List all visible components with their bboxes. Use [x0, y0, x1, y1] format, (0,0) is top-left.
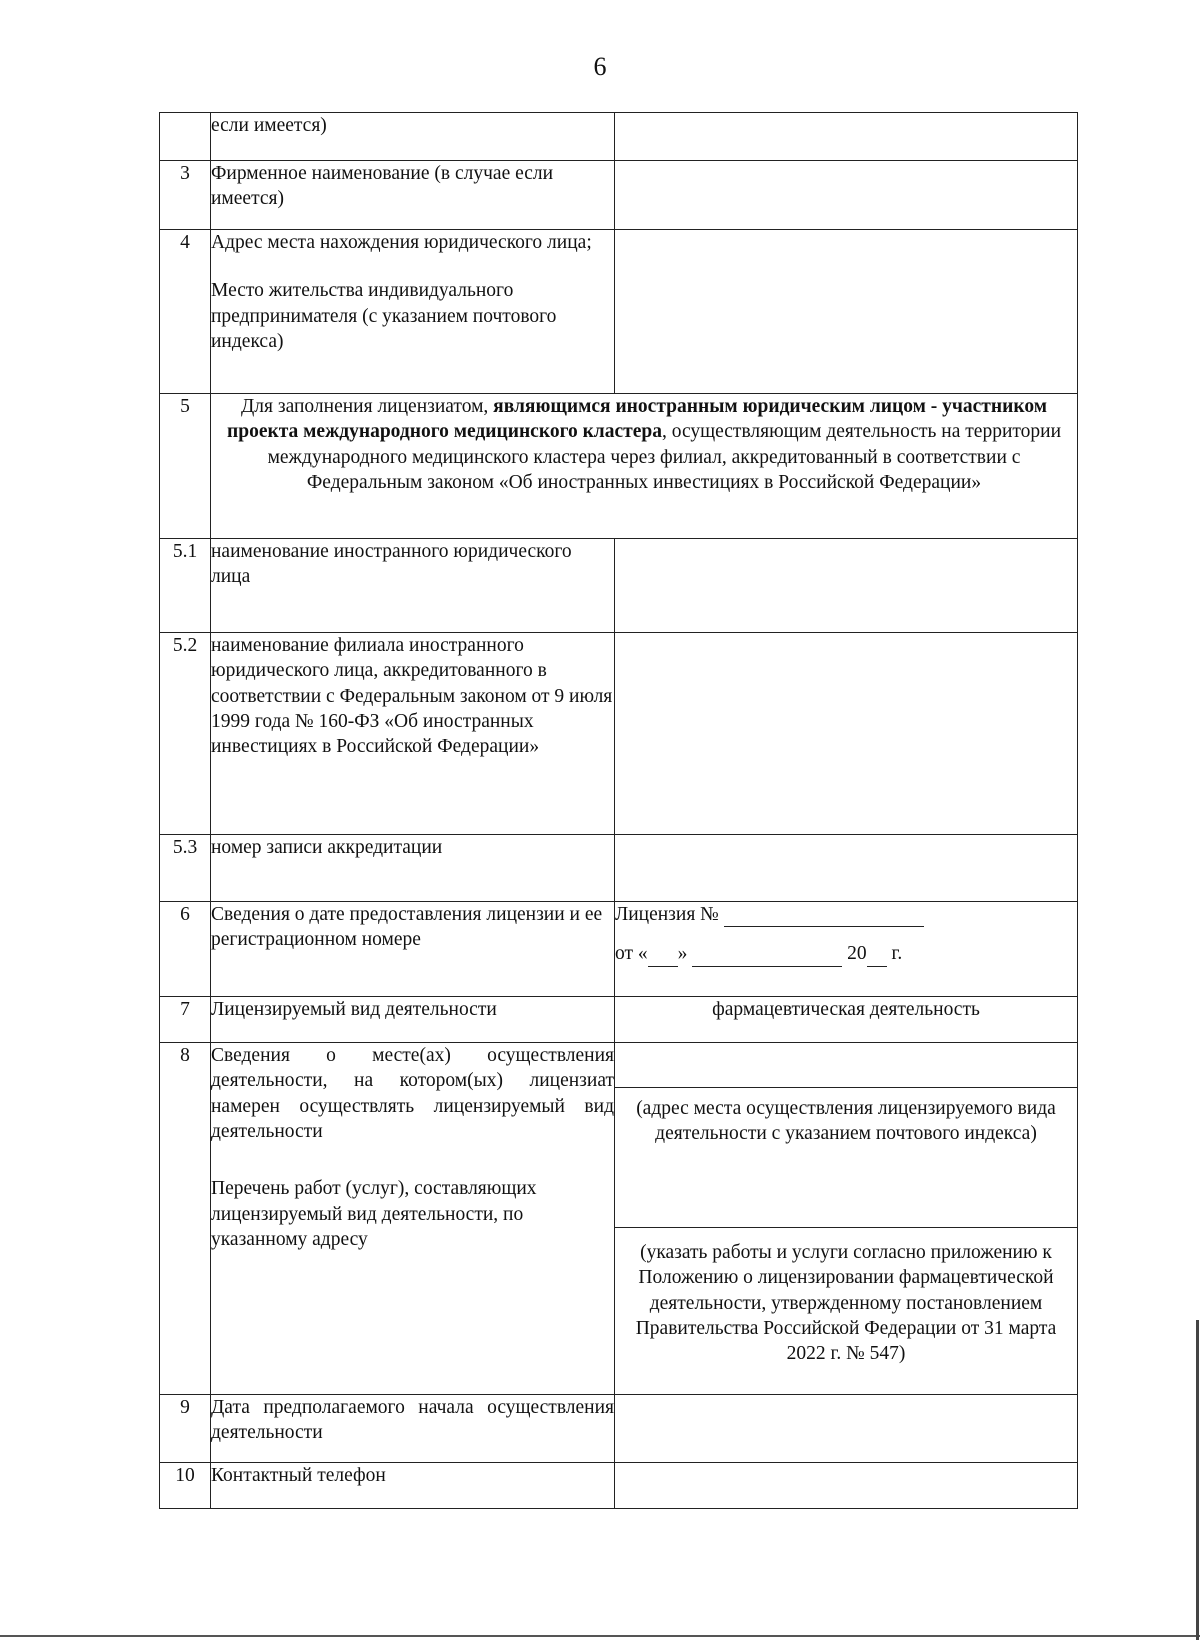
- row-number: 5.1: [160, 539, 211, 633]
- application-form-table: [159, 112, 1078, 1509]
- row-label: [211, 1043, 615, 1395]
- license-info: [615, 902, 1078, 997]
- scan-right-edge: [1196, 1320, 1199, 1640]
- table-row-9: [160, 1395, 1078, 1463]
- scan-bottom-edge: [0, 1635, 1200, 1637]
- table-row-continuation: [160, 113, 1078, 161]
- table-row-8: [160, 1043, 1078, 1395]
- intro-bold-text: являющимся иностранным юридическим лицом - участником проекта международного медицинского кластера: [226, 396, 1047, 443]
- license-number-blank[interactable]: [724, 908, 924, 927]
- row-number: 5.3: [160, 835, 211, 902]
- table-row-5-3: [160, 835, 1078, 902]
- works-hint: (указать работы и услуги согласно приложению к Положению о лицензировании фармацевтической деятельности, утвержденному постановлением Правительства Российской Федерации от 31 марта 2022 г. № 547): [635, 1242, 1057, 1365]
- label-residence: Место жительства индивидуального предпринимателя (с указанием почтового индекса): [211, 280, 557, 353]
- row-label: [211, 230, 615, 394]
- value-field[interactable]: [615, 113, 1078, 161]
- row-number: 6: [160, 902, 211, 997]
- section-intro: Для заполнения лицензиатом, являющимся иностранным юридическим лицом - участником проекта международного медицинского кластера, осуществляющим деятельность на территории международного медицинского кластера через филиал, аккредитованный в соответствии с Федеральным законом «Об иностранных инвестициях в Российской Федерации»: [211, 394, 1078, 539]
- license-date-line: от « » 20 г.: [615, 941, 1077, 966]
- address-input-line[interactable]: [615, 1043, 1077, 1088]
- row-number: 3: [160, 161, 211, 230]
- value-field[interactable]: [615, 633, 1078, 835]
- date-month-blank[interactable]: [692, 948, 842, 967]
- row-label: Контактный телефон: [211, 1463, 615, 1509]
- license-number-line: Лицензия №: [615, 902, 1077, 927]
- table-row-6: [160, 902, 1078, 997]
- activity-address-block: [615, 1043, 1078, 1395]
- row-label: наименование иностранного юридического лица: [211, 539, 615, 633]
- row-label: номер записи аккредитации: [211, 835, 615, 902]
- label-legal-address: Адрес места нахождения юридического лица;: [211, 232, 592, 253]
- row-number: 7: [160, 997, 211, 1043]
- row-label: Лицензируемый вид деятельности: [211, 997, 615, 1043]
- row-label: Сведения о дате предоставления лицензии и ее регистрационном номере: [211, 902, 615, 997]
- address-hint: (адрес места осуществления лицензируемого вида деятельности с указанием почтового индекса): [615, 1088, 1077, 1228]
- value-field[interactable]: [615, 1463, 1078, 1509]
- row-label: Дата предполагаемого начала осуществления деятельности: [211, 1395, 615, 1463]
- row-label: Фирменное наименование (в случае если имеется): [211, 161, 615, 230]
- row-number: 4: [160, 230, 211, 394]
- row-number: 9: [160, 1395, 211, 1463]
- table-row-10: [160, 1463, 1078, 1509]
- value-field[interactable]: [615, 539, 1078, 633]
- table-row-5-2: [160, 633, 1078, 835]
- row-number: 8: [160, 1043, 211, 1395]
- value-field[interactable]: [615, 1395, 1078, 1463]
- row-number: [160, 113, 211, 161]
- value-field[interactable]: [615, 230, 1078, 394]
- row-label: если имеется): [211, 113, 615, 161]
- activity-type-value: фармацевтическая деятельность: [615, 997, 1078, 1043]
- row-label: наименование филиала иностранного юридического лица, аккредитованного в соответствии с Федеральным законом от 9 июля 1999 года № 160-ФЗ «Об иностранных инвестициях в Российской Федерации»: [211, 633, 615, 835]
- row-number: 10: [160, 1463, 211, 1509]
- label-works-list: Перечень работ (услуг), составляющих лицензируемый вид деятельности, по указанному адресу: [211, 1178, 537, 1251]
- value-field[interactable]: [615, 161, 1078, 230]
- date-year-blank[interactable]: [867, 948, 887, 967]
- row-number: 5.2: [160, 633, 211, 835]
- table-row-4: [160, 230, 1078, 394]
- value-field[interactable]: [615, 835, 1078, 902]
- date-day-blank[interactable]: [648, 948, 678, 967]
- row-number: 5: [160, 394, 211, 539]
- page-number: 6: [593, 52, 607, 81]
- table-row-7: [160, 997, 1078, 1043]
- table-row-5-1: [160, 539, 1078, 633]
- label-activity-places: Сведения о месте(ах) осуществления деятельности, на котором(ых) лицензиат намерен осуществлять лицензируемый вид деятельности: [211, 1045, 614, 1143]
- table-row-5: [160, 394, 1078, 539]
- table-row-3: [160, 161, 1078, 230]
